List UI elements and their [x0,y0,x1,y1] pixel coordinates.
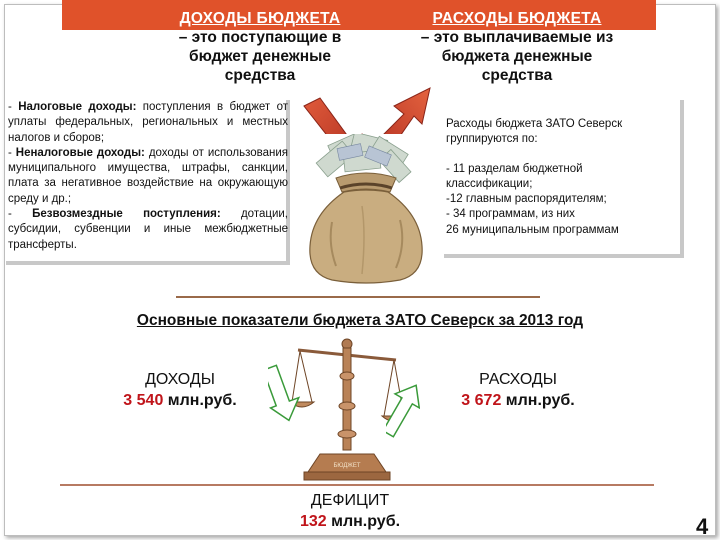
income-summary-label: ДОХОДЫ [145,371,215,388]
expense-value: 3 672 [461,392,502,409]
expense-summary-amount [428,390,608,411]
income-value: 3 540 [123,392,164,409]
expense-item: -12 главным распорядителям; [446,193,607,206]
deficit-unit: млн.руб. [326,513,401,530]
expense-summary-label: РАСХОДЫ [479,371,557,388]
expense-item: - 11 разделам бюджетной классификации; [446,162,583,190]
income-header [150,9,370,85]
deficit-summary [260,490,440,532]
tax-income-desc: поступления в бюджет от уплаты федеральных, региональных и местных налогов и сборов; [8,101,288,144]
money-bag-icon [292,134,440,284]
income-header-title: ДОХОДЫ БЮДЖЕТА [179,10,341,27]
gratuitous-income-desc: дотации, субсидии, субвенции и иные межбюджетные трансферты. [8,208,288,251]
income-header-line3: бюджет денежные [189,48,331,65]
gratuitous-income-item [8,207,288,253]
page-number: 4 [696,514,709,539]
expense-scale-arrow-icon [386,380,420,440]
income-unit: млн.руб. [163,392,237,409]
tax-income-term: Налоговые доходы: [18,101,137,113]
expense-item: 26 муниципальным программам [446,223,619,236]
expense-header-line2: – это выплачиваемые из [420,29,614,46]
expense-header-title: РАСХОДЫ БЮДЖЕТА [432,10,602,27]
expense-header-line4: средства [481,67,553,84]
nontax-income-desc: доходы от использования муниципального имущества, штрафы, санкции, плата за негативное воздействие на окружающую среду и др.; [8,146,288,205]
tax-prefix: - [8,101,19,113]
deficit-label: ДЕФИЦИТ [310,492,390,509]
nontax-income-item [8,146,288,207]
gratuitous-prefix: - [8,208,33,221]
expense-summary [428,369,608,411]
income-summary [100,369,260,411]
expense-intro: Расходы бюджета ЗАТО Северск группируются по: [446,118,623,146]
income-scale-arrow-icon [268,362,302,422]
divider-top [176,296,540,298]
nontax-income-term: Неналоговые доходы: [15,146,145,159]
main-title: Основные показатели бюджета ЗАТО Северск за 2013 год [136,312,584,329]
income-header-line2: – это поступающие в [178,29,342,46]
income-types-text [8,100,288,253]
nontax-prefix: - [8,146,16,159]
expense-unit: млн.руб. [501,392,575,409]
scales-base-label: БЮДЖЕТ [333,463,361,469]
tax-income-item [8,100,288,146]
expense-item: - 34 программам, из них [446,208,575,221]
gratuitous-income-term: Безвозмездные поступления: [32,208,221,221]
expense-header-line3: бюджета денежные [441,48,593,65]
divider-bottom [60,484,654,486]
expense-groups-text [446,117,670,238]
income-summary-amount [100,390,260,411]
income-header-line4: средства [224,67,296,84]
deficit-amount [260,511,440,532]
expense-header [392,9,642,85]
deficit-value: 132 [299,513,327,530]
